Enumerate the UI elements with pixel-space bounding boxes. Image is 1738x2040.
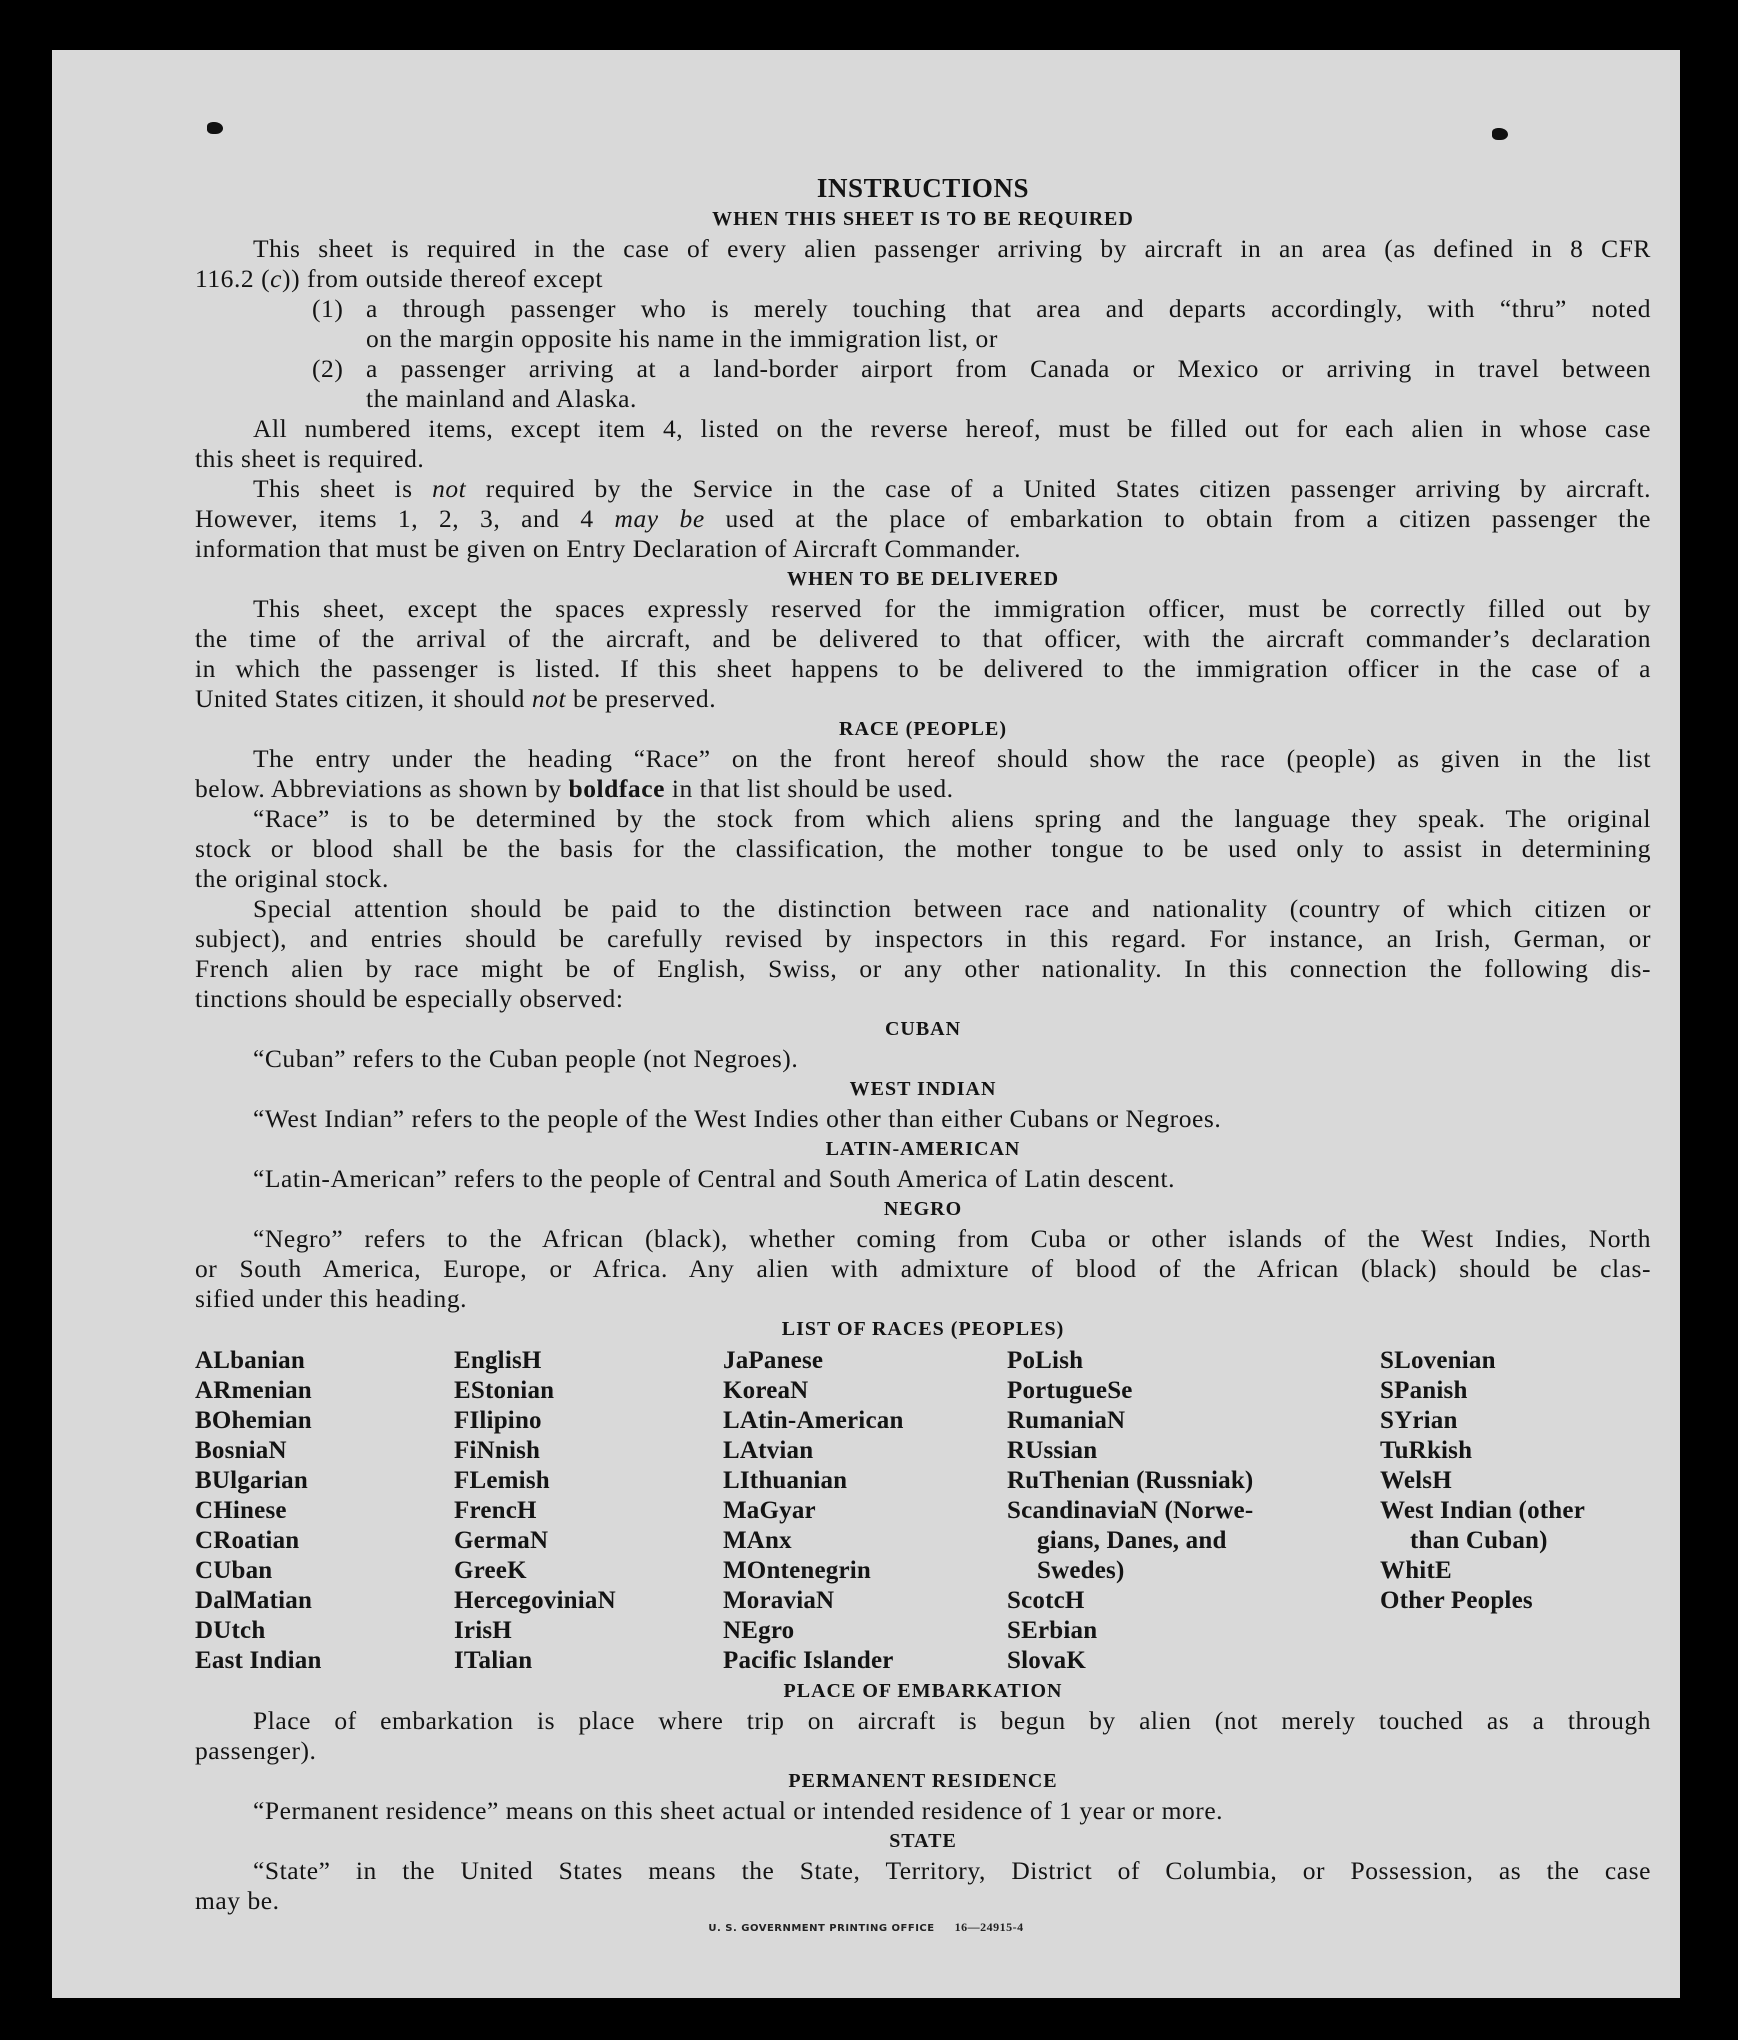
paragraph [195,1164,1651,1194]
paragraph [195,1104,1651,1134]
numbered-item [195,354,1651,414]
text-line: tinctions should be especially observed: [195,984,624,1013]
race-entry: WhitE [1380,1557,1452,1584]
race-entry: MaGyar [723,1497,816,1524]
race-entry: PortugueSe [1007,1377,1133,1404]
text-line: passenger). [195,1736,317,1765]
race-entry: RuThenian (Russniak) [1007,1467,1254,1494]
form-code: 16—24915-4 [954,1920,1024,1934]
text-line: “Cuban” refers to the Cuban people (not Negroes). [253,1044,799,1073]
races-column [1380,1346,1651,1676]
race-entry: FLemish [454,1467,550,1494]
text-line: stock or blood shall be the basis for the classification, the mother tongue to be used only to assist in determining [195,834,1651,863]
text-line: information that must be given on Entry Declaration of Aircraft Commander. [195,534,1022,563]
paragraph [195,414,1651,474]
race-entry: BosniaN [195,1437,287,1464]
section-heading: RACE (PEOPLE) [839,718,1007,740]
printer-name: U. S. GOVERNMENT PRINTING OFFICE [708,1923,935,1934]
text-line: “State” in the United States means the State, Territory, District of Columbia, or Possession, as the case [253,1856,1651,1885]
paragraph [195,594,1651,714]
race-entry: SLovenian [1380,1347,1496,1374]
text-line: All numbered items, except item 4, listed on the reverse hereof, must be filled out for each alien in whose case [253,414,1651,443]
paragraph [195,1796,1651,1826]
text-line: below. Abbreviations as shown by boldface in that list should be used. [195,774,954,803]
text-line: a through passenger who is merely touching that area and departs accordingly, with “thru” noted [366,294,1651,323]
race-entry: ITalian [454,1647,533,1674]
text-line: sified under this heading. [195,1284,468,1313]
paragraph [195,474,1651,564]
race-entry: CUban [195,1557,273,1584]
paragraph [195,804,1651,894]
race-entry: NEgro [723,1617,795,1644]
text-line: 116.2 (c)) from outside thereof except [195,264,603,293]
race-entry: gians, Danes, and [1037,1527,1227,1554]
section-heading: PLACE OF EMBARKATION [783,1680,1063,1702]
race-entry: FrencH [454,1497,537,1524]
race-entry: ScotcH [1007,1587,1085,1614]
text-line: Place of embarkation is place where trip on aircraft is begun by alien (not merely touched as a through [253,1706,1651,1735]
race-entry: ARmenian [195,1377,312,1404]
section-heading: LATIN-AMERICAN [825,1138,1021,1160]
race-entry: FIlipino [454,1407,542,1434]
race-entry: EnglisH [454,1347,542,1374]
item-text [366,354,1651,414]
text-line: However, items 1, 2, 3, and 4 may be used at the place of embarkation to obtain from a citizen passenger the [195,504,1651,533]
race-entry: East Indian [195,1647,322,1674]
race-entry: GermaN [454,1527,549,1554]
text-line: This sheet is required in the case of every alien passenger arriving by aircraft in an area (as defined in 8 CFR [253,234,1651,263]
text-line: “Latin-American” refers to the people of Central and South America of Latin descent. [253,1164,1176,1193]
text-line: the mainland and Alaska. [366,384,637,413]
race-entry: TuRkish [1380,1437,1473,1464]
section-heading: WHEN THIS SHEET IS TO BE REQUIRED [712,208,1134,230]
race-entry: WelsH [1380,1467,1452,1494]
race-entry: than Cuban) [1410,1527,1548,1554]
race-entry: ALbanian [195,1347,305,1374]
text-line: may be. [195,1886,280,1915]
race-entry: Other Peoples [1380,1587,1533,1614]
text-line: a passenger arriving at a land-border airport from Canada or Mexico or arriving in travel between [366,354,1651,383]
paragraph [195,1224,1651,1314]
race-entry: EStonian [454,1377,555,1404]
text-line: on the margin opposite his name in the immigration list, or [366,324,998,353]
paragraph [195,894,1651,1014]
race-entry: DalMatian [195,1587,313,1614]
paragraph [195,744,1651,804]
race-entry: CRoatian [195,1527,300,1554]
race-entry: GreeK [454,1557,527,1584]
text-line: the original stock. [195,864,389,893]
race-entry: SErbian [1007,1617,1098,1644]
text-line: This sheet, except the spaces expressly reserved for the immigration officer, must be correctly filled out by [253,594,1651,623]
race-entry: LIthuanian [723,1467,848,1494]
text-line: “Race” is to be determined by the stock from which aliens spring and the language they speak. The original [253,804,1651,833]
race-entry: BOhemian [195,1407,312,1434]
page-title: INSTRUCTIONS [816,173,1030,203]
race-entry: LAtvian [723,1437,814,1464]
text-line: in which the passenger is listed. If this sheet happens to be delivered to the immigration officer in the case of a [195,654,1651,683]
ink-spot-mark [1492,128,1508,140]
race-entry: SPanish [1380,1377,1468,1404]
section-heading: CUBAN [884,1018,962,1040]
section-heading: STATE [889,1830,957,1852]
item-number: (1) [312,294,344,323]
race-entry: IrisH [454,1617,512,1644]
text-line: This sheet is not required by the Service in the case of a United States citizen passenger arriving by aircraft. [253,474,1652,503]
text-line: Special attention should be paid to the distinction between race and nationality (country of which citizen or [253,894,1651,923]
races-column [723,1346,1007,1676]
race-entry: West Indian (other [1380,1497,1586,1524]
race-entry: FiNnish [454,1437,541,1464]
section-heading: WHEN TO BE DELIVERED [786,568,1060,590]
race-entry: PoLish [1007,1347,1084,1374]
races-column [454,1346,723,1676]
races-column [195,1346,454,1676]
race-entry: DUtch [195,1617,266,1644]
item-text [366,294,1651,354]
race-entry: RumaniaN [1007,1407,1126,1434]
race-entry: JaPanese [723,1347,824,1374]
text-line: “Permanent residence” means on this sheet actual or intended residence of 1 year or more. [253,1796,1224,1825]
race-entry: RUssian [1007,1437,1098,1464]
text-line: “West Indian” refers to the people of the West Indies other than either Cubans or Negroes. [253,1104,1222,1133]
text-line: French alien by race might be of English, Swiss, or any other nationality. In this connection the following dis- [195,954,1651,983]
paragraph [195,1706,1651,1766]
race-entry: SYrian [1380,1407,1458,1434]
text-line: subject), and entries should be carefully revised by inspectors in this regard. For instance, an Irish, German, or [195,924,1651,953]
paragraph [195,1044,1651,1074]
paragraph [195,1856,1651,1916]
race-entry: LAtin-American [723,1407,904,1434]
race-entry: Swedes) [1037,1557,1125,1584]
numbered-item [195,294,1651,354]
text-line: United States citizen, it should not be preserved. [195,684,717,713]
text-line: the time of the arrival of the aircraft, and be delivered to that officer, with the aircraft commander’s declaration [195,624,1651,653]
printer-imprint [52,1920,1680,1935]
race-entry: ScandinaviaN (Norwe- [1007,1497,1254,1524]
ink-spot-mark [207,122,223,134]
race-entry: MOntenegrin [723,1557,872,1584]
section-heading: NEGRO [883,1198,963,1220]
race-entry: SlovaK [1007,1647,1086,1674]
section-heading: PERMANENT RESIDENCE [788,1770,1058,1792]
race-entry: BUlgarian [195,1467,308,1494]
text-line: “Negro” refers to the African (black), whether coming from Cuba or other islands of the West Indies, North [253,1224,1651,1253]
instructions-body [195,172,1651,1916]
race-entry: Pacific Islander [723,1647,894,1674]
race-entry: MAnx [723,1527,792,1554]
paragraph [195,234,1651,294]
text-line: this sheet is required. [195,444,425,473]
races-column [1007,1346,1380,1676]
item-number: (2) [312,354,344,383]
text-line: The entry under the heading “Race” on the front hereof should show the race (people) as given in the list [253,744,1651,773]
race-entry: CHinese [195,1497,287,1524]
race-entry: MoraviaN [723,1587,835,1614]
race-entry: HercegoviniaN [454,1587,616,1614]
races-list [195,1346,1651,1676]
text-line: or South America, Europe, or Africa. Any alien with admixture of blood of the African (black) should be clas- [195,1254,1651,1283]
section-heading: LIST OF RACES (PEOPLES) [781,1318,1065,1340]
race-entry: KoreaN [723,1377,809,1404]
section-heading: WEST INDIAN [849,1078,997,1100]
document-page [52,50,1680,1998]
